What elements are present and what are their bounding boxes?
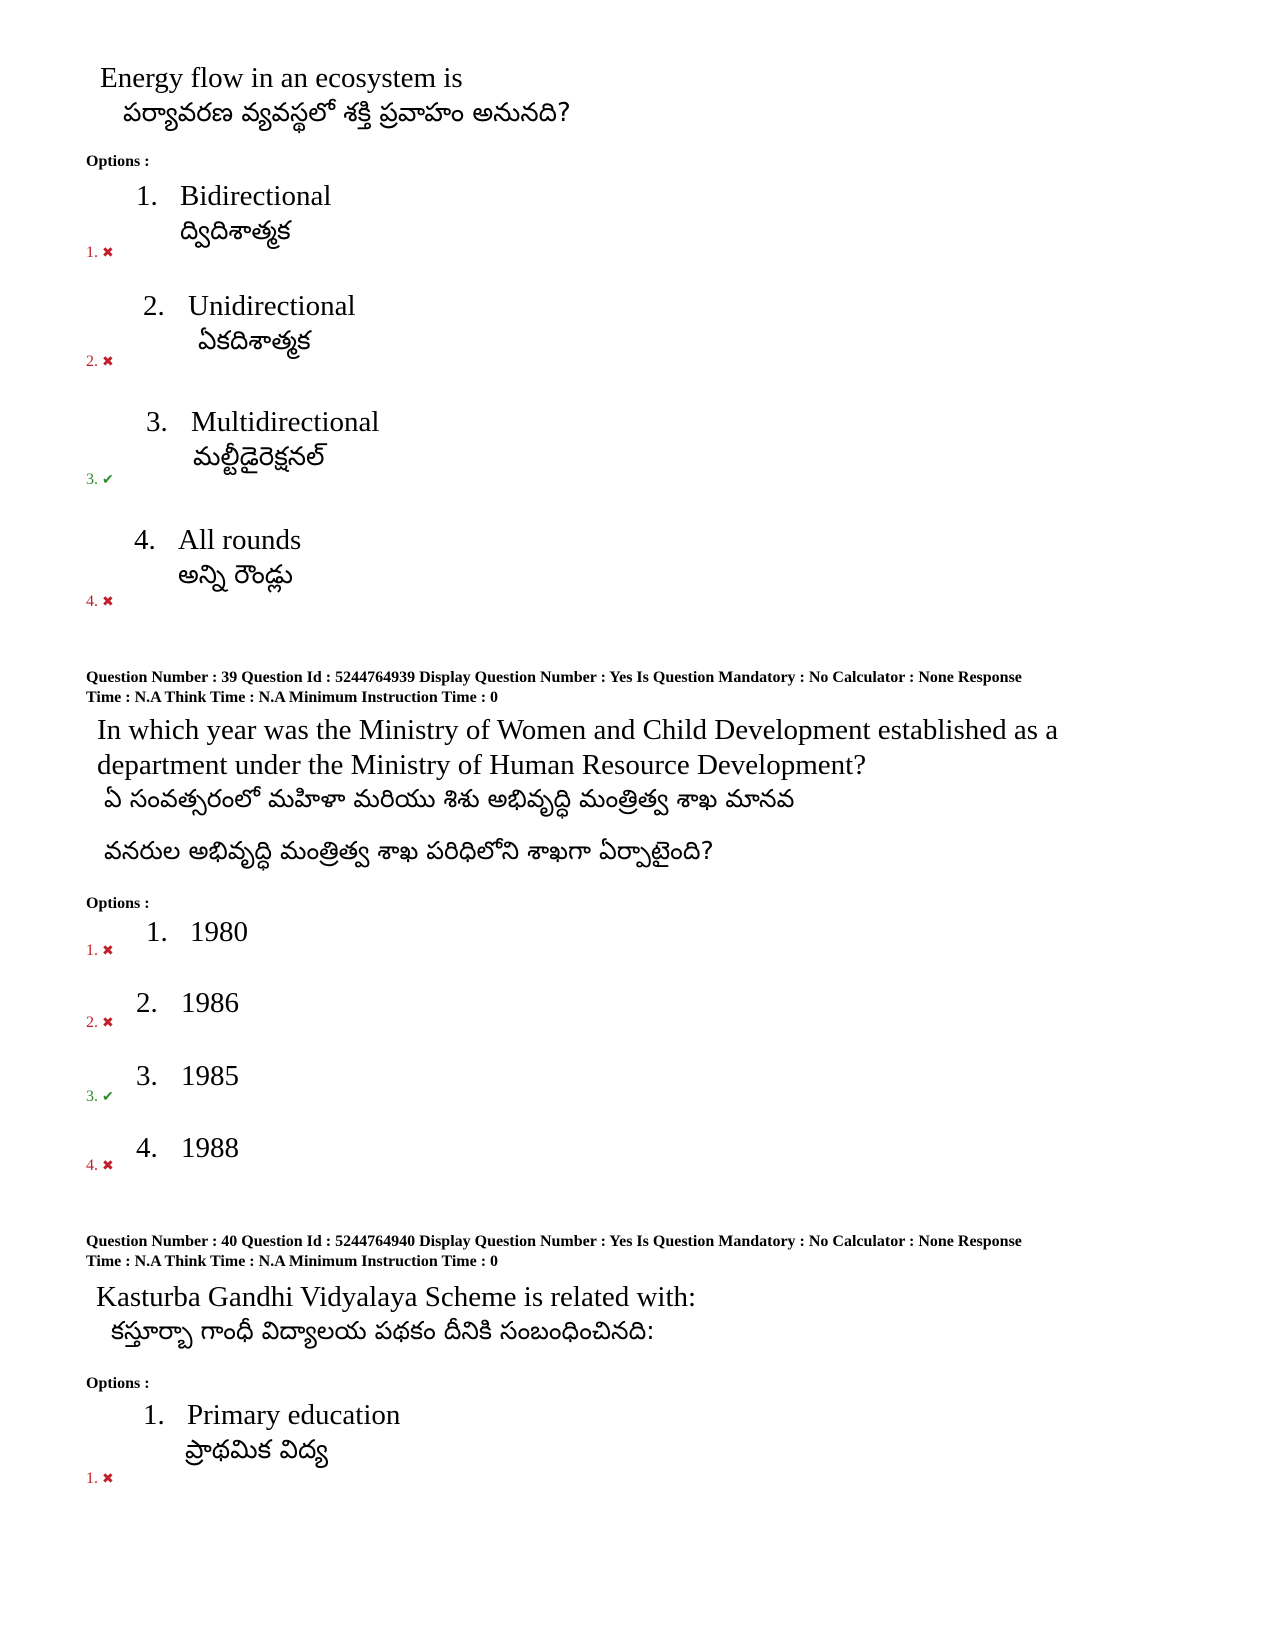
- q40-meta-line-1: Question Number : 40 Question Id : 5244764940 Display Question Number : Yes Is Question Mandatory : No Calculator : None Response: [86, 1233, 1022, 1250]
- q39-question-en-line-2: department under the Ministry of Human Resource Development?: [97, 749, 867, 781]
- q38-options-label: Options :: [86, 153, 150, 170]
- cross-icon: ✖: [102, 595, 114, 610]
- q38-option-2-status: 2. ✖: [86, 353, 114, 370]
- q38-option-1-status: 1. ✖: [86, 244, 114, 261]
- q38-option-2-en: Unidirectional: [188, 290, 356, 322]
- q38-option-1-en: Bidirectional: [180, 180, 332, 212]
- q38-option-3-en: Multidirectional: [191, 406, 380, 438]
- q40-option-1-number: 1.: [143, 1399, 165, 1431]
- q39-option-2-status: 2. ✖: [86, 1014, 114, 1031]
- cross-icon: ✖: [102, 355, 114, 370]
- q39-option-4-en: 1988: [181, 1132, 239, 1164]
- q38-option-4-status: 4. ✖: [86, 593, 114, 610]
- q38-option-3-status: 3. ✔: [86, 471, 114, 488]
- q39-option-2-number: 2.: [136, 987, 158, 1019]
- q38-option-4-number: 4.: [134, 524, 156, 556]
- q38-option-1-number: 1.: [136, 180, 158, 212]
- q38-option-4-en: All rounds: [178, 524, 302, 556]
- q39-meta-line-1: Question Number : 39 Question Id : 5244764939 Display Question Number : Yes Is Question Mandatory : No Calculator : None Response: [86, 669, 1022, 686]
- q40-meta-line-2: Time : N.A Think Time : N.A Minimum Instruction Time : 0: [86, 1253, 499, 1270]
- q38-option-3-te: మల్టీడైరెక్షనల్: [193, 442, 325, 472]
- q39-option-3-en: 1985: [181, 1060, 239, 1092]
- q38-option-2-number: 2.: [143, 290, 165, 322]
- q39-meta-line-2: Time : N.A Think Time : N.A Minimum Instruction Time : 0: [86, 689, 499, 706]
- q38-option-4-te: అన్ని రౌండ్లు: [178, 560, 294, 590]
- q39-option-3-number: 3.: [136, 1060, 158, 1092]
- q39-question-te-line-1: ఏ సంవత్సరంలో మహిళా మరియు శిశు అభివృద్ధి మంత్రిత్వ శాఖ మానవ: [104, 784, 795, 813]
- q40-question-te: కస్తూర్బా గాంధీ విద్యాలయ పథకం దీనికి సంబంధించినది:: [111, 1316, 655, 1345]
- cross-icon: ✖: [102, 1472, 114, 1487]
- q39-option-4-status: 4. ✖: [86, 1157, 114, 1174]
- cross-icon: ✖: [102, 944, 114, 959]
- check-icon: ✔: [102, 1090, 114, 1105]
- cross-icon: ✖: [102, 246, 114, 261]
- q38-option-3-number: 3.: [146, 406, 168, 438]
- q40-question-en: Kasturba Gandhi Vidyalaya Scheme is related with:: [96, 1281, 697, 1313]
- q40-option-1-te: ప్రాథమిక విద్య: [185, 1435, 329, 1465]
- cross-icon: ✖: [102, 1016, 114, 1031]
- q39-question-en-line-1: In which year was the Ministry of Women and Child Development established as a: [97, 714, 1059, 746]
- q38-question-te: పర్యావరణ వ్యవస్థలో శక్తి ప్రవాహం అనునది?: [123, 98, 571, 128]
- q38-question-en: Energy flow in an ecosystem is: [100, 62, 463, 94]
- q39-option-1-status: 1. ✖: [86, 942, 114, 959]
- q39-option-2-en: 1986: [181, 987, 239, 1019]
- q40-options-label: Options :: [86, 1375, 150, 1392]
- q38-option-2-te: ఏకదిశాత్మక: [198, 326, 311, 356]
- q39-option-1-number: 1.: [146, 916, 168, 948]
- cross-icon: ✖: [102, 1159, 114, 1174]
- q40-option-1-status: 1. ✖: [86, 1470, 114, 1487]
- q39-option-4-number: 4.: [136, 1132, 158, 1164]
- check-icon: ✔: [102, 473, 114, 488]
- q40-option-1-en: Primary education: [187, 1399, 401, 1431]
- q39-question-te-line-2: వనరుల అభివృద్ధి మంత్రిత్వ శాఖ పరిధిలోని శాఖగా ఏర్పాటైంది?: [104, 836, 714, 865]
- q38-option-1-te: ద్విదిశాత్మక: [180, 216, 291, 246]
- q39-option-1-en: 1980: [190, 916, 248, 948]
- q39-option-3-status: 3. ✔: [86, 1088, 114, 1105]
- q39-options-label: Options :: [86, 895, 150, 912]
